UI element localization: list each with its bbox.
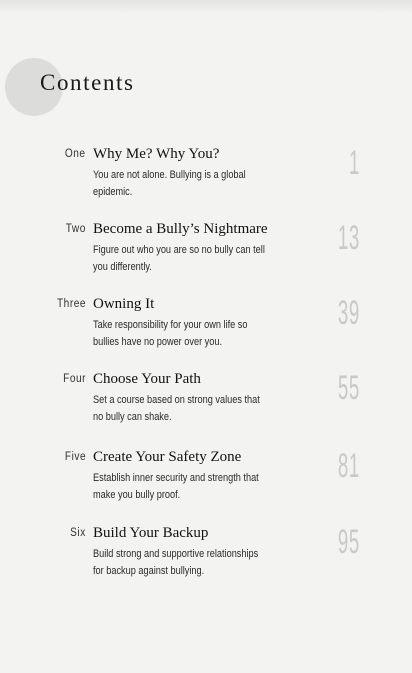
chapter-number: Three: [56, 298, 86, 310]
chapter-heading: Create Your Safety Zone: [93, 449, 242, 465]
chapter-description: [93, 392, 306, 426]
chapter-number: One: [65, 148, 86, 160]
chapter-description: [93, 470, 306, 504]
chapter-number: Five: [64, 451, 86, 463]
description-line: Set a course based on strong values that: [93, 394, 260, 406]
chapter-number: Two: [65, 223, 86, 235]
description-line: Figure out who you are so no bully can tell: [93, 244, 265, 256]
chapter-heading: Choose Your Path: [93, 371, 201, 387]
description-line: Take responsibility for your own life so: [93, 319, 248, 331]
description-line: make you bully proof.: [93, 489, 181, 501]
chapter-number: Six: [70, 527, 86, 539]
page-number: 81: [338, 447, 360, 485]
description-line: for backup against bullying.: [93, 565, 205, 577]
page-number: 13: [338, 219, 360, 257]
chapter-description: [93, 167, 306, 201]
description-line: you differently.: [93, 261, 152, 273]
chapter-description: [93, 242, 306, 276]
chapter-heading: Why Me? Why You?: [93, 146, 220, 162]
page-top-shadow: [0, 0, 412, 14]
description-line: Establish inner security and strength that: [93, 472, 259, 484]
page-number: 95: [338, 523, 360, 561]
chapter-heading: Owning It: [93, 296, 155, 312]
page-number: 55: [338, 369, 360, 407]
description-line: You are not alone. Bullying is a global: [93, 169, 246, 181]
chapter-description: [93, 317, 306, 351]
chapter-heading: Become a Bully’s Nightmare: [93, 221, 268, 237]
description-line: epidemic.: [93, 186, 133, 198]
chapter-description: [93, 546, 306, 580]
chapter-heading: Build Your Backup: [93, 525, 209, 541]
page-title: Contents: [40, 70, 135, 95]
page-number: 39: [338, 294, 360, 332]
description-line: Build strong and supportive relationships: [93, 548, 259, 560]
chapter-number: Four: [63, 373, 86, 385]
description-line: no bully can shake.: [93, 411, 172, 423]
page-number: 1: [349, 144, 360, 182]
description-line: bullies have no power over you.: [93, 336, 223, 348]
